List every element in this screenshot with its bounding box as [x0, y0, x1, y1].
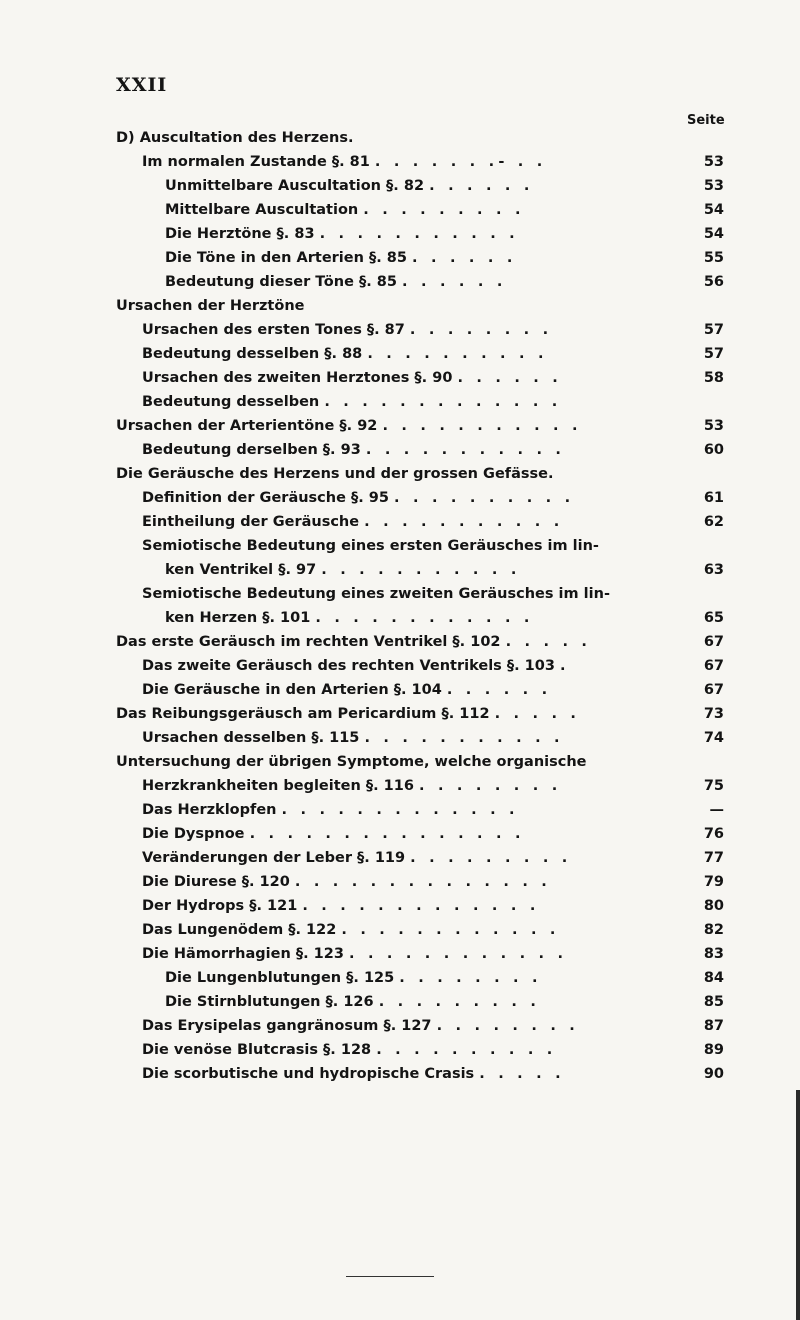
toc-page-number: 67 [703, 658, 724, 674]
toc-entry-title: Das erste Geräusch im rechten Ventrikel §. 102 [116, 634, 501, 650]
toc-page-number: 67 [703, 682, 724, 698]
toc-entry [165, 606, 534, 630]
toc-entry [116, 750, 587, 774]
toc-leader-dots: . . . . . . . . . . . . [348, 946, 568, 962]
toc-entry [165, 990, 540, 1014]
toc-entry-title: Das Reibungsgeräusch am Pericardium §. 112 [116, 706, 490, 722]
toc-page-number: 84 [703, 970, 724, 986]
toc-leader-dots: . . . . . [479, 1066, 565, 1082]
toc-page-number: 89 [703, 1042, 724, 1058]
toc-entry [116, 462, 553, 486]
toc-page-number: 53 [703, 154, 724, 170]
toc-entry-title: Die Diurese §. 120 [142, 874, 290, 890]
toc-page-number [684, 750, 724, 774]
toc-leader-dots: . . . . . . .- . . [374, 154, 547, 170]
toc-page-number: 87 [703, 1018, 724, 1034]
toc-entry [142, 150, 546, 174]
toc-leader-dots: . . . . . . [457, 370, 562, 386]
toc-leader-dots: . . . . . . . . [419, 778, 562, 794]
toc-page-number: 54 [703, 202, 724, 218]
toc-leader-dots: . . . . . . . . [409, 322, 553, 338]
toc-page-number: 65 [703, 610, 724, 626]
toc-entry-title: Unmittelbare Auscultation §. 82 [165, 178, 425, 194]
toc-page-number: 55 [703, 250, 724, 266]
toc-leader-dots: . . . . . . . . [399, 970, 542, 986]
page-number: XXII [116, 74, 168, 96]
toc-leader-dots: . . . . . . . . . . . [321, 562, 521, 578]
toc-page-number: 53 [703, 418, 724, 434]
toc-entry-title: Semiotische Bedeutung eines zweiten Geräusches im lin- [142, 586, 610, 602]
page-column-heading: Seite [687, 113, 725, 128]
toc-entry-title: Im normalen Zustande §. 81 [142, 154, 370, 170]
toc-entry-title: Die Herztöne §. 83 [165, 226, 315, 242]
toc-entry-title: Semiotische Bedeutung eines ersten Geräusches im lin- [142, 538, 599, 554]
toc-entry [165, 198, 525, 222]
toc-page-number: 57 [703, 346, 724, 362]
toc-entry [142, 894, 540, 918]
toc-entry-title: Bedeutung dieser Töne §. 85 [165, 274, 397, 290]
toc-entry [142, 582, 610, 606]
toc-page-number: 90 [703, 1066, 724, 1082]
toc-leader-dots: . . . . . . . . . . . [382, 418, 582, 434]
toc-page-number: 53 [703, 178, 724, 194]
toc-leader-dots: . . . . . . . . . . . . [341, 922, 560, 938]
toc-entry [142, 1062, 565, 1086]
toc-page-number: 74 [703, 730, 724, 746]
toc-page-number: 56 [703, 274, 724, 290]
toc-entry-title: Veränderungen der Leber §. 119 [142, 850, 406, 866]
toc-page-number: 75 [703, 778, 724, 794]
toc-leader-dots: . . . . . . [402, 274, 507, 290]
toc-entry [142, 654, 570, 678]
toc-entry-title: Bedeutung derselben §. 93 [142, 442, 361, 458]
closing-rule [346, 1276, 434, 1277]
toc-entry-title: Eintheilung der Geräusche [142, 514, 360, 530]
toc-entry [142, 390, 562, 414]
toc-entry-title: Ursachen desselben §. 115 [142, 730, 360, 746]
scan-edge-shadow [796, 1090, 800, 1320]
toc-entry [116, 414, 582, 438]
toc-leader-dots: . . . . . . . . . . . [319, 226, 519, 242]
toc-entry [142, 774, 561, 798]
toc-leader-dots: . . . . . . . . . . . . . . . [249, 826, 525, 842]
toc-page-number: 62 [703, 514, 724, 530]
toc-entry-title: Die Töne in den Arterien §. 85 [165, 250, 407, 266]
toc-page-number [684, 462, 724, 486]
toc-entry-title: D) Auscultation des Herzens. [116, 130, 354, 146]
toc-leader-dots: . . . . . . . . . . . [364, 730, 564, 746]
toc-entry [165, 966, 542, 990]
toc-entry [165, 174, 534, 198]
toc-leader-dots: . . . . . . . . . . . . . . [294, 874, 552, 890]
toc-page-number: 79 [703, 874, 724, 890]
toc-entry [142, 726, 564, 750]
toc-entry [142, 846, 572, 870]
toc-entry [165, 558, 521, 582]
toc-entry [165, 222, 519, 246]
toc-entry-title: Die venöse Blutcrasis §. 128 [142, 1042, 372, 1058]
toc-entry [142, 366, 562, 390]
toc-entry-title: Die Geräusche in den Arterien §. 104 [142, 682, 442, 698]
toc-entry [142, 1038, 557, 1062]
toc-entry [165, 246, 517, 270]
toc-entry-title: Das Herzklopfen [142, 802, 277, 818]
toc-leader-dots: . . . . . . . . [436, 1018, 579, 1034]
toc-page-number [684, 294, 724, 318]
toc-leader-dots: . . . . . . . . . . [394, 490, 575, 506]
toc-page-number: 73 [703, 706, 724, 722]
toc-entry-title: Ursachen der Herztöne [116, 298, 305, 314]
toc-page-number: — [709, 802, 724, 818]
toc-page-number: 77 [703, 850, 724, 866]
toc-entry [142, 918, 560, 942]
toc-leader-dots: . . . . . . . . . [363, 202, 525, 218]
toc-leader-dots: . . . . . . [429, 178, 534, 194]
toc-entry-title: Die Geräusche des Herzens und der grossen Gefässe. [116, 466, 554, 482]
toc-leader-dots: . . . . . . . . . . . . . [302, 898, 540, 914]
toc-entry [142, 342, 548, 366]
toc-leader-dots: . . . . . . [446, 682, 552, 698]
toc-leader-dots: . . . . . . . . . [378, 994, 541, 1010]
toc-entry-title: Die Dyspnoe [142, 826, 245, 842]
toc-page-number [684, 582, 724, 606]
toc-page-number: 82 [703, 922, 724, 938]
toc-leader-dots: . . . . . . [412, 250, 517, 266]
toc-entry-title: Bedeutung desselben [142, 394, 320, 410]
toc-page-number: 54 [703, 226, 724, 242]
toc-entry [142, 822, 525, 846]
toc-entry [165, 270, 507, 294]
toc-leader-dots: . . . . . . . . . . [367, 346, 548, 362]
toc-entry-title: Definition der Geräusche §. 95 [142, 490, 389, 506]
toc-page-number [684, 534, 724, 558]
toc-entry [142, 318, 552, 342]
toc-page-number: 61 [703, 490, 724, 506]
toc-entry-title: ken Herzen §. 101 [165, 610, 311, 626]
toc-leader-dots: . . . . . . . . . . . [364, 514, 564, 530]
toc-page-number [684, 126, 724, 150]
toc-leader-dots: . . . . . [505, 634, 592, 650]
toc-page-number: 67 [703, 634, 724, 650]
toc-page-number: 83 [703, 946, 724, 962]
toc-entry [142, 534, 599, 558]
toc-leader-dots: . . . . . . . . . . . . [315, 610, 534, 626]
toc-entry [116, 702, 580, 726]
toc-entry-title: Ursachen des ersten Tones §. 87 [142, 322, 405, 338]
toc-entry [142, 1014, 579, 1038]
toc-page-number: 76 [703, 826, 724, 842]
toc-leader-dots: . . . . . . . . . . [376, 1042, 557, 1058]
toc-page-number: 58 [703, 370, 724, 386]
toc-leader-dots: . . . . . . . . . . . [365, 442, 566, 458]
toc-entry [116, 294, 305, 318]
toc-entry-title: ken Ventrikel §. 97 [165, 562, 317, 578]
toc-entry [142, 510, 563, 534]
toc-entry [142, 438, 565, 462]
toc-entry-title: Die Stirnblutungen §. 126 [165, 994, 374, 1010]
toc-page-number: 80 [703, 898, 724, 914]
toc-entry-title: Mittelbare Auscultation [165, 202, 359, 218]
toc-page-number: 57 [703, 322, 724, 338]
toc-entry [116, 126, 353, 150]
toc-page-number [684, 390, 724, 414]
toc-entry-title: Untersuchung der übrigen Symptome, welche organische [116, 754, 587, 770]
toc-entry-title: Ursachen der Arterientöne §. 92 [116, 418, 378, 434]
toc-entry-title: Die Lungenblutungen §. 125 [165, 970, 395, 986]
toc-entry-title: Der Hydrops §. 121 [142, 898, 298, 914]
toc-entry [116, 630, 591, 654]
toc-entry-title: Die Hämorrhagien §. 123 [142, 946, 344, 962]
toc-entry-title: Das Lungenödem §. 122 [142, 922, 337, 938]
toc-entry-title: Das Erysipelas gangränosum §. 127 [142, 1018, 432, 1034]
toc-entry-title: Das zweite Geräusch des rechten Ventrikels §. 103 [142, 658, 555, 674]
toc-leader-dots: . . . . . . . . . [410, 850, 572, 866]
toc-entry [142, 678, 551, 702]
toc-entry-title: Die scorbutische und hydropische Crasis [142, 1066, 475, 1082]
toc-leader-dots: . . . . . . . . . . . . . [281, 802, 519, 818]
toc-entry-title: Herzkrankheiten begleiten §. 116 [142, 778, 414, 794]
toc-page-number: 63 [703, 562, 724, 578]
toc-entry [142, 942, 567, 966]
toc-entry-title: Ursachen des zweiten Herztones §. 90 [142, 370, 453, 386]
toc-entry [142, 798, 519, 822]
toc-entry-title: Bedeutung desselben §. 88 [142, 346, 363, 362]
toc-entry [142, 870, 551, 894]
toc-entry [142, 486, 574, 510]
toc-leader-dots: . [560, 658, 570, 674]
toc-leader-dots: . . . . . [494, 706, 581, 722]
toc-leader-dots: . . . . . . . . . . . . . [324, 394, 562, 410]
toc-page-number: 85 [703, 994, 724, 1010]
toc-page-number: 60 [703, 442, 724, 458]
